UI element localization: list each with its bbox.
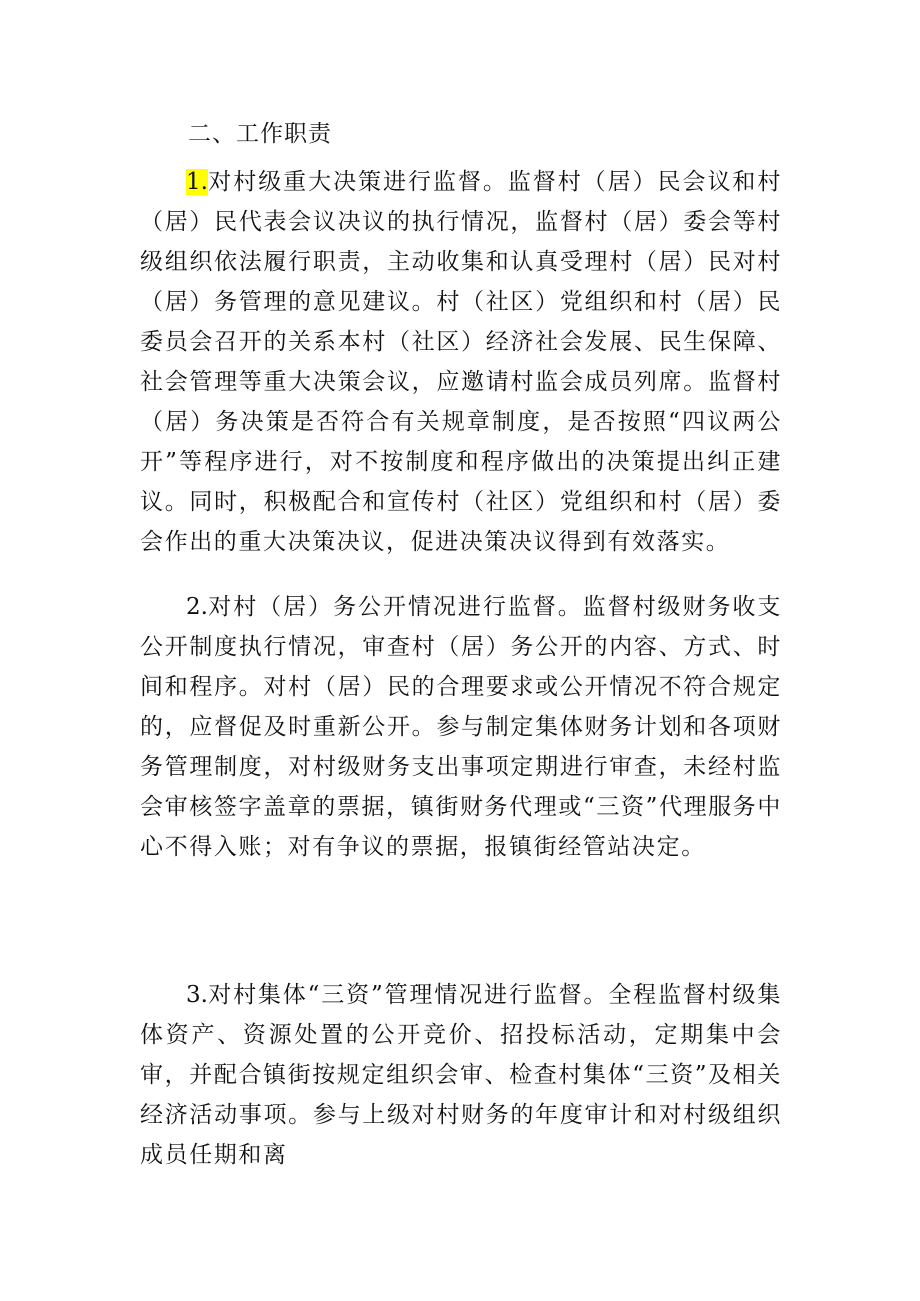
paragraph-2 <box>140 587 782 867</box>
paragraph-2-text: 对村（居）务公开情况进行监督。监督村级财务收支公开制度执行情况，审查村（居）务公开的内容、方式、时间和程序。对村（居）民的合理要求或公开情况不符合规定的，应督促及时重新公开。参与制定集体财务计划和各项财务管理制度，对村级财务支出事项定期进行审查，未经村监会审核签字盖章的票据，镇街财务代理或“三资”代理服务中心不得入账；对有争议的票据，报镇街经管站决定。 <box>140 594 782 860</box>
paragraph-3-number: 3. <box>186 982 208 1008</box>
paragraph-1-text: 对村级重大决策进行监督。监督村（居）民会议和村（居）民代表会议决议的执行情况，监督村（居）委会等村级组织依法履行职责，主动收集和认真受理村（居）民对村（居）务管理的意见建议。村（社区）党组织和村（居）民委员会召开的关系本村（社区）经济社会发展、民生保障、社会管理等重大决策会议，应邀请村监会成员列席。监督村（居）务决策是否符合有关规章制度，是否按照“四议两公开”等程序进行，对不按制度和程序做出的决策提出纠正建议。同时，积极配合和宣传村（社区）党组织和村（居）委会作出的重大决策决议，促进决策决议得到有效落实。 <box>140 169 782 555</box>
paragraph-3 <box>140 975 782 1175</box>
paragraph-1-number-highlighted: 1. <box>186 169 208 195</box>
section-heading: 二、工作职责 <box>188 121 332 147</box>
paragraph-1 <box>140 162 782 562</box>
paragraph-2-number: 2. <box>186 594 208 620</box>
paragraph-3-text: 对村集体“三资”管理情况进行监督。全程监督村级集体资产、资源处置的公开竞价、招投标活动，定期集中会审，并配合镇街按规定组织会审、检查村集体“三资”及相关经济活动事项。参与上级对村财务的年度审计和对村级组织成员任期和离 <box>140 982 782 1168</box>
